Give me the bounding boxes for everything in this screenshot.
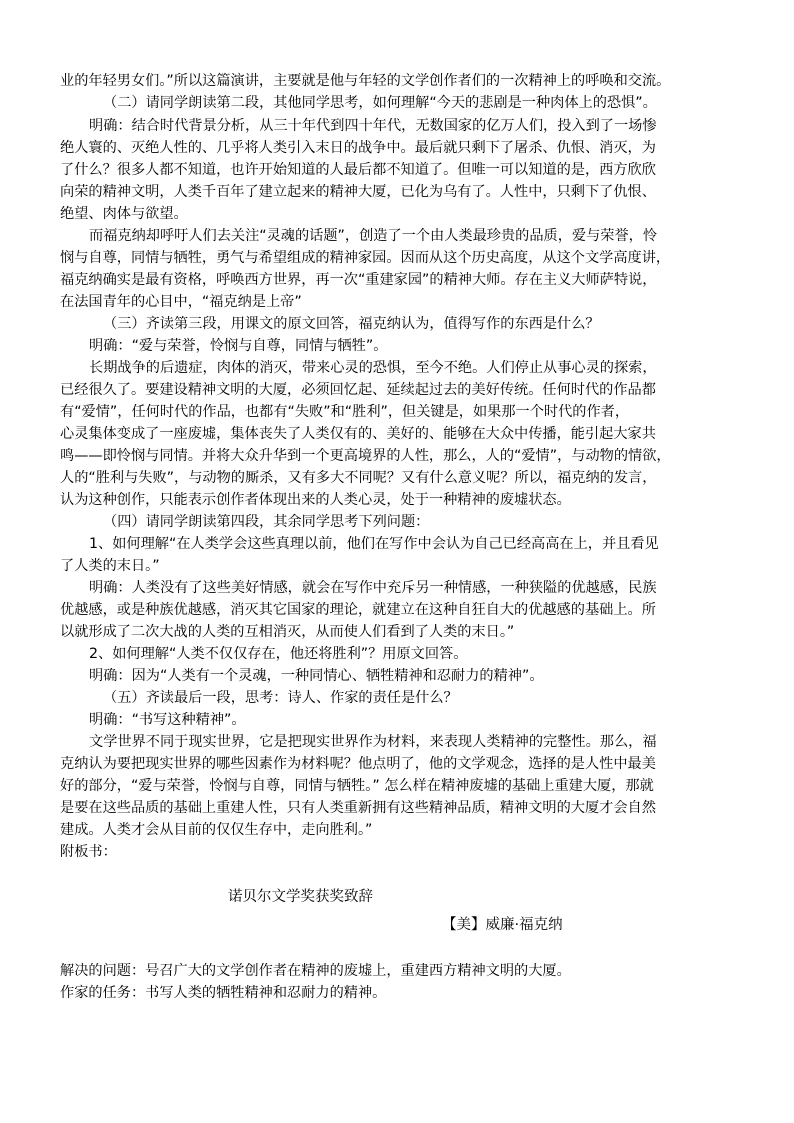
text-line: 福克纳确实是最有资格，呼唤西方世界，再一次“重建家园”的精神大师。存在主义大师萨特说， [60, 272, 657, 288]
text-line: 悯与自尊，同情与牺牲，勇气与希望组成的精神家园。因而从这个历史高度，从这个文学高度讲， [60, 250, 671, 266]
text-line: （二）请同学朗读第二段，其他同学思考，如何理解“今天的悲剧是一种肉体上的恐惧”。 [103, 95, 657, 111]
text-line: 人的“胜利与失败”，与动物的厮杀，又有多大不同呢？又有什么意义呢？所以，福克纳的发言， [60, 470, 657, 486]
text-line: 以就形成了二次大战的人类的互相消灭，从而使人们看到了人类的末日。” [60, 624, 515, 640]
text-line: 了什么？很多人都不知道，也许开始知道的人最后都不知道了。但唯一可以知道的是，西方欣欣 [60, 162, 656, 178]
board-task: 作家的任务：书写人类的牺牲精神和忍耐力的精神。 [60, 985, 387, 1001]
text-line: 鸣——即怜悯与同情。并将大众升华到一个更高境界的人性，那么，人的“爱情”，与动物的情欲， [60, 448, 671, 464]
text-line: 文学世界不同于现实世界，它是把现实世界作为材料，来表现人类精神的完整性。那么，福 [89, 734, 657, 750]
text-line: 有“爱情”，任何时代的作品，也都有“失败”和“胜利”，但关键是，如果那一个时代的作者， [60, 404, 630, 420]
text-line: 而福克纳却呼吁人们去关注“灵魂的话题”，创造了一个由人类最珍贵的品质，爱与荣誉，怜 [89, 228, 658, 244]
board-problem: 解决的问题：号召广大的文学创作者在精神的废墟上，重建西方精神文明的大厦。 [60, 963, 571, 979]
text-line: 绝人寰的、灭绝人性的、几乎将人类引入末日的战争中。最后就只剩下了屠杀、仇恨、消灭，为 [60, 140, 656, 156]
text-line: 建成。人类才会从目前的仅仅生存中，走向胜利。” [60, 822, 373, 838]
text-line: （五）齐读最后一段，思考：诗人、作家的责任是什么？ [103, 690, 458, 706]
text-line: （三）齐读第三段，用课文的原文回答，福克纳认为，值得写作的东西是什么？ [103, 316, 600, 332]
board-title: 诺贝尔文学奖获奖致辞 [228, 889, 373, 905]
text-line: 已经很久了。要建设精神文明的大厦，必须回忆起、延续起过去的美好传统。任何时代的作品都 [60, 382, 656, 398]
text-line: 1、如何理解“在人类学会这些真理以前，他们在写作中会认为自己已经高高在上，并且看见 [89, 536, 659, 552]
text-line: 向荣的精神文明，人类千百年了建立起来的精神大厦，已化为乌有了。人性中，只剩下了仇恨、 [60, 184, 656, 200]
text-line: 好的部分，“爱与荣誉，怜悯与自尊，同情与牺牲。” 怎么样在精神废墟的基础上重建大厦，那就 [60, 778, 654, 794]
text-line: 明确：“爱与荣誉，怜悯与自尊，同情与牺牲”。 [89, 338, 388, 354]
text-line: 2、如何理解“人类不仅仅存在，他还将胜利”？用原文回答。 [89, 646, 468, 662]
text-line: （四）请同学朗读第四段，其余同学思考下列问题： [103, 514, 430, 530]
text-line: 业的年轻男女们。”所以这篇演讲，主要就是他与年轻的文学创作者们的一次精神上的呼唤和交流。 [60, 73, 671, 89]
text-line: 附板书： [60, 844, 117, 860]
text-line: 了人类的末日。” [60, 558, 160, 574]
text-line: 是要在这些品质的基础上重建人性，只有人类重新拥有这些精神品质，精神文明的大厦才会自然 [60, 800, 656, 816]
text-line: 优越感，或是种族优越感，消灭其它国家的理论，就建立在这种自狂自大的优越感的基础上。所 [60, 602, 656, 618]
text-line: 克纳认为要把现实世界的哪些因素作为材料呢？他点明了，他的文学观念，选择的是人性中最美 [60, 756, 656, 772]
text-line: 明确：人类没有了这些美好情感，就会在写作中充斥另一种情感，一种狭隘的优越感，民族 [89, 580, 657, 596]
text-line: 长期战争的后遗症，肉体的消灭，带来心灵的恐惧，至今不绝。人们停止从事心灵的探索， [89, 360, 657, 376]
text-line: 明确：“书写这种精神”。 [89, 712, 246, 728]
text-line: 心灵集体变成了一座废墟，集体丧失了人类仅有的、美好的、能够在大众中传播，能引起大家共 [60, 426, 656, 442]
text-line: 在法国青年的心目中，“福克纳是上帝” [60, 294, 302, 310]
text-line: 认为这种创作，只能表示创作者体现出来的人类心灵，处于一种精神的废墟状态。 [60, 492, 571, 508]
text-line: 绝望、肉体与欲望。 [60, 206, 188, 222]
text-line: 明确：因为“人类有一个灵魂，一种同情心、牺牲精神和忍耐力的精神”。 [89, 668, 544, 684]
board-author: 【美】威廉·福克纳 [442, 917, 563, 933]
text-line: 明确：结合时代背景分析，从三十年代到四十年代，无数国家的亿万人们，投入到了一场惨 [89, 118, 657, 134]
